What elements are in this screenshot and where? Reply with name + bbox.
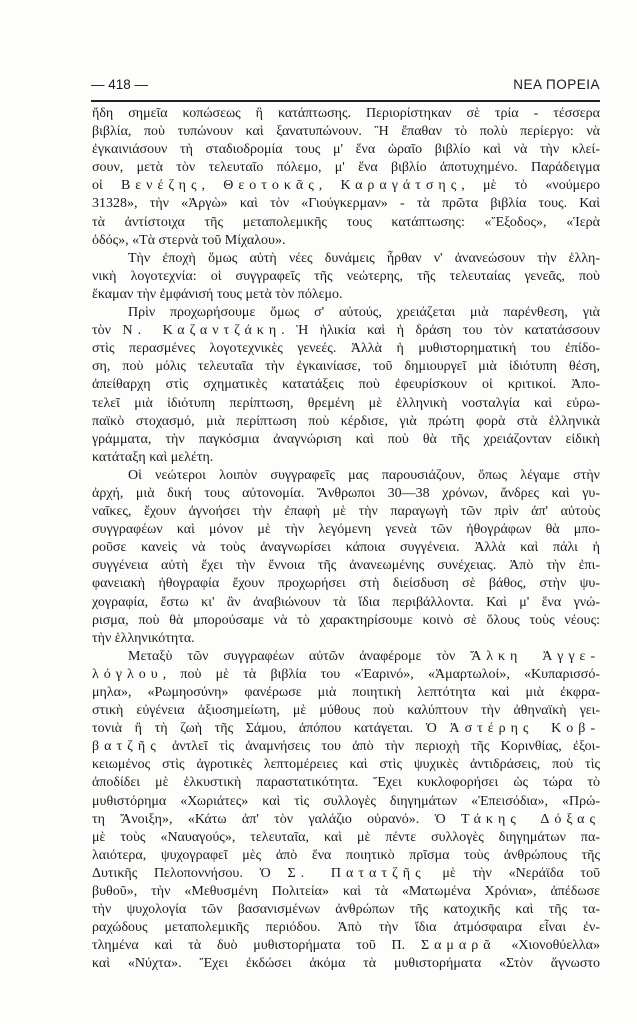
text-segment: τὰ ἀντίστοιχα τῆς μεταπολεμικῆς τους κατάπτωσης: «Ἔξοδος», «Ἱερὰ xyxy=(92,214,600,230)
text-line xyxy=(92,575,600,593)
text-line xyxy=(92,395,600,413)
text-segment: Οἱ νεώτεροι λοιπὸν συγγραφεῖς μας παρουσιάζουν, ὅπως λέγαμε στὴν xyxy=(128,467,600,483)
text-line xyxy=(92,539,600,557)
text-segment: ἤδη σημεῖα κοπώσεως ἢ κατάπτωσης. Περιορίστηκαν σὲ τρία - τέσσερα xyxy=(92,106,600,121)
spaced-author-name: Θεοτοκᾶς xyxy=(223,178,319,194)
text-segment: τλημένα καὶ τὰ δυὸ μυθιστορήματα τοῦ Π. xyxy=(92,938,421,954)
text-segment: ἔκαμαν τὴν ἐμφάνισή τους μετὰ τὸν πόλεμο. xyxy=(92,286,343,302)
text-segment: , xyxy=(318,178,341,194)
text-line xyxy=(92,648,600,666)
text-segment: χογραφία, ἔστω κι' ἂν ἀναβιώνουν τὰ ἴδια περιβάλλοντα. Καὶ μ' ἕνα γνώ- xyxy=(92,594,600,610)
text-line xyxy=(92,865,600,883)
spaced-author-name: Ἀστέρης Κοβ- xyxy=(449,721,600,737)
text-line xyxy=(92,594,600,612)
text-segment: μυθιστόρημα «Χωριάτες» καὶ τὶς συλλογὲς διηγημάτων «Ἐπεισόδια», «Πρώ- xyxy=(92,793,600,809)
text-segment: τονιὰ ἢ τὴ ζωὴ τῆς Σάμου, ἀπόπου κατάγεται. Ὁ xyxy=(92,721,450,737)
text-segment: , xyxy=(201,178,224,194)
text-segment: ἀρχή, μιὰ δική τους αὐτονομία. Ἄνθρωποι 30—38 χρόνων, ἄνδρες καὶ γυ- xyxy=(92,485,600,501)
text-segment: στὶς περασμένες λογοτεχνικὲς γενεές. Ἀλλὰ ἡ μυθιστορηματική του ἐπίδο- xyxy=(92,341,600,357)
text-line xyxy=(92,268,600,286)
text-line xyxy=(92,793,600,811)
text-segment: καὶ «Νύχτα». Ἔχει ἐκδώσει ἀκόμα τὰ μυθιστορήματα «Στὸν ἄγνωστο xyxy=(92,956,600,972)
text-line xyxy=(92,756,600,774)
text-line xyxy=(92,702,600,720)
journal-title: ΝΕΑ ΠΟΡΕΙΑ xyxy=(513,77,600,92)
text-segment: ὁδός», «Τὰ στερνὰ τοῦ Μίχαλου». xyxy=(92,232,286,248)
spaced-author-name: Ἄλκη Ἀγγε- xyxy=(470,648,600,664)
text-segment: , μὲ τὸ «νούμερο xyxy=(461,178,601,194)
text-segment: συγγένεια αὐτὴ ἔχει τὴν ἔννοια τῆς ἀνανεωμένης συνέχειας. Ἀπὸ τὴν ἐπι- xyxy=(92,558,600,574)
header-rule xyxy=(91,100,600,102)
text-segment: φανειακὴ ἠθογραφία ἔχουν προχωρήσει στὴ διείσδυση σὲ βάθος, στὴν ψυ- xyxy=(92,576,600,592)
text-line xyxy=(92,883,600,901)
text-segment: γράμματα, τὴν παγκόσμια ἀναγνώριση καὶ ποὺ θὰ τῆς χρειάζονταν εἰδικὴ xyxy=(92,431,600,447)
spaced-author-name: Καραγάτσης xyxy=(340,178,462,194)
page-number: — 418 — xyxy=(91,77,149,92)
spaced-author-name: Σ. Πατατζῆς xyxy=(287,865,426,881)
text-line xyxy=(92,503,600,521)
text-line xyxy=(92,431,600,449)
text-line xyxy=(92,901,600,919)
text-line xyxy=(92,666,600,684)
text-segment: ἐγκαινιάσουν τὴ σταδιοδρομία τους μ' ἕνα ὡραῖο βιβλίο καὶ νὰ τὴν κλεί- xyxy=(92,142,600,158)
text-segment: «Χιονοθύελλα» xyxy=(495,938,600,954)
text-line xyxy=(92,232,600,250)
text-segment: ἀποδίδει μὲ ἑλκυστικὴ παραστατικότητα. Ἔχει κυκλοφορήσει ὡς τώρα τὸ xyxy=(92,775,600,791)
text-line xyxy=(92,358,600,376)
text-line xyxy=(92,141,600,159)
text-line xyxy=(92,919,600,937)
text-line xyxy=(92,684,600,702)
text-segment: ναῖκες, ἔχουν ἀγνοήσει τὴν ἐπαφὴ μὲ τὴν παραγωγὴ τῶν πρὶν ἀπ' αὐτοὺς xyxy=(92,504,600,520)
running-header xyxy=(91,77,600,95)
text-line xyxy=(92,811,600,829)
text-line xyxy=(92,612,600,630)
spaced-author-name: λόγλου xyxy=(92,666,163,682)
text-line xyxy=(92,774,600,792)
paragraph xyxy=(92,105,600,250)
text-line xyxy=(92,214,600,232)
text-segment: ρισμα, ποὺ θὰ μπορούσαμε νὰ τὸ χαρακτηρίσουμε κοινὸ σὲ ὅλους τοὺς νέους: xyxy=(92,612,600,628)
text-segment: ροῦσε κανεὶς νὰ τοὺς ἀναγνωρίσει κάποια συγγένεια. Ἀλλὰ καὶ πάλι ἡ xyxy=(92,540,600,556)
text-line xyxy=(92,159,600,177)
text-line xyxy=(92,286,600,304)
text-segment: στικὴ εὐγένεια ἀξιοσημείωτη, μὲ μύθους ποὺ καλύπτουν τὴν ἀθηναϊκὴ γει- xyxy=(92,703,600,719)
spaced-author-name: βατζῆς xyxy=(92,739,161,755)
text-line xyxy=(92,322,600,340)
text-segment: Πρὶν προχωρήσουμε ὅμως σ' αὐτούς, χρειάζεται μιὰ παρένθεση, γιὰ xyxy=(128,305,600,321)
text-line xyxy=(92,955,600,973)
text-segment: τὴν ἑλληνικότητα. xyxy=(92,630,195,646)
text-segment: μὲ τὴν «Νεράϊδα τοῦ xyxy=(425,865,600,881)
text-segment: Μεταξὺ τῶν συγγραφέων αὐτῶν ἀναφέρομε τὸν xyxy=(128,648,471,664)
text-line xyxy=(92,720,600,738)
text-segment: ση, ποὺ μόλις τελευταῖα τὴν ἐγκαινίασε, τοῦ δημιουργεῖ μιὰ ἰδιότυπη θέση, xyxy=(92,359,600,375)
text-segment: τὴν ψυχολογία τῶν βασανισμένων ἀνθρώπων τῆς κατοχικῆς καὶ τῆς τα- xyxy=(92,902,600,918)
text-segment: σουν, μετὰ τὸν τελευταῖο πόλεμο, μ' ἕνα βιβλίο ἀποτυχημένο. Παράδειγμα xyxy=(92,160,600,176)
paragraph xyxy=(92,250,600,304)
text-line xyxy=(92,937,600,955)
text-segment: μηλα», «Ρωμηοσύνη» φανέρωσε μιὰ ποιητικὴ λεπτότητα καὶ μιὰ ἐκφρα- xyxy=(92,685,600,700)
text-segment: κατάταξη καὶ μελέτη. xyxy=(92,449,214,465)
text-segment: συγγραφέων καὶ μόνον μὲ τὴν λεγόμενη γενεὰ τῶν ἠθογράφων θὰ μπο- xyxy=(92,522,600,538)
text-line xyxy=(92,340,600,358)
text-segment: τὸν xyxy=(92,323,123,339)
text-line xyxy=(92,467,600,485)
spaced-author-name: Βενέζης xyxy=(120,178,202,194)
text-segment: τελεῖ μιὰ ἰδιότυπη περίπτωση, θρεμένη μὲ ἑλληνικὴ νοσταλγία καὶ εὐρω- xyxy=(92,395,600,411)
text-line xyxy=(92,105,600,123)
text-segment: , ποὺ μὲ τὰ βιβλία του «Ἐαρινό», «Ἁμαρτωλοί», «Κυπαρισσό- xyxy=(162,666,600,682)
text-line xyxy=(92,449,600,467)
text-line xyxy=(92,250,600,268)
text-line xyxy=(92,521,600,539)
text-segment: ἀντλεῖ τὶς ἀναμνήσεις του ἀπὸ τὴν περιοχὴ τῆς Κορινθίας, ἐξοι- xyxy=(160,739,600,755)
spaced-author-name: Ν. Καζαντζάκη xyxy=(122,323,282,339)
text-segment: . Ἡ ἡλικία καὶ ἡ δράση του τὸν κατατάσσουν xyxy=(281,323,600,339)
text-segment: βιβλία, ποὺ τυπώνουν καὶ ξανατυπώνουν. Ἢ ἔπαθαν τὸ πολὺ περίεργο: νὰ xyxy=(92,124,600,140)
text-segment: λαιότερα, ψυχογραφεῖ μὲς ἀπὸ ἕνα ποιητικὸ πρῖσμα τοὺς ἀνθρώπους τῆς xyxy=(92,847,600,863)
text-line xyxy=(92,123,600,141)
text-line xyxy=(92,177,600,195)
text-line xyxy=(92,376,600,394)
text-segment: ἀπείθαρχη στὶς σχηματικὲς κατατάξεις ποὺ ἐφευρίσκουν οἱ κριτικοί. Ἀπο- xyxy=(92,377,600,393)
text-segment: ραχώδους μεταπολεμικῆς περιόδου. Ἀπὸ τὴν ἴδια ἀτμόσφαιρα εἶναι ἐν- xyxy=(92,920,600,936)
paragraph xyxy=(92,304,600,467)
text-line xyxy=(92,304,600,322)
text-line xyxy=(92,630,600,648)
text-line xyxy=(92,195,600,213)
article-body xyxy=(92,105,600,974)
text-line xyxy=(92,413,600,431)
text-line xyxy=(92,485,600,503)
text-segment: νικὴ λογοτεχνία: οἱ συγγραφεῖς τῆς νεώτερης, τῆς τελευταίας γενεᾶς, ποὺ xyxy=(92,268,600,284)
text-line xyxy=(92,829,600,847)
text-segment: οἱ xyxy=(92,178,121,194)
text-segment: 31328», τὴν «Ἀργὼ» καὶ τὸν «Γιούγκερμαν» - τὰ πρῶτα βιβλία τους. Καὶ xyxy=(92,196,600,212)
text-segment: μὲ τοὺς «Ναυαγούς», τελευταῖα, καὶ μὲ πέντε συλλογὲς διηγημάτων πα- xyxy=(92,829,600,845)
paragraph xyxy=(92,648,600,974)
text-segment: Δυτικῆς Πελοποννήσου. Ὁ xyxy=(92,865,288,881)
spaced-author-name: Σαμαρᾶ xyxy=(420,938,496,954)
text-line xyxy=(92,738,600,756)
text-line xyxy=(92,557,600,575)
text-segment: βυθοῦ», τὴν «Μεθυσμένη Πολιτεία» καὶ τὰ «Ματωμένα Χρόνια», ἀπέδωσε xyxy=(92,884,600,900)
paragraph xyxy=(92,467,600,648)
text-line xyxy=(92,847,600,865)
text-segment: τη Ἄνοιξη», «Κάτω ἀπ' τὸν γαλάζιο οὐρανό». Ὁ xyxy=(92,811,461,827)
text-segment: Τὴν ἐποχὴ ὅμως αὐτὴ νέες δυνάμεις ἦρθαν ν' ἀνανεώσουν τὴν ἑλλη- xyxy=(128,250,600,266)
text-segment: κειωμένος στὶς ἀγροτικὲς λεπτομέρειες καὶ στὶς ψυχικὲς ἀντιδράσεις, ποὺ τὶς xyxy=(92,757,600,773)
spaced-author-name: Τάκης Δόξας xyxy=(460,811,600,827)
text-segment: παϊκὸ στοχασμό, μιὰ περίπτωση ποὺ κέρδισε, γιὰ πρώτη φορὰ στὰ ἑλληνικὰ xyxy=(92,413,600,429)
